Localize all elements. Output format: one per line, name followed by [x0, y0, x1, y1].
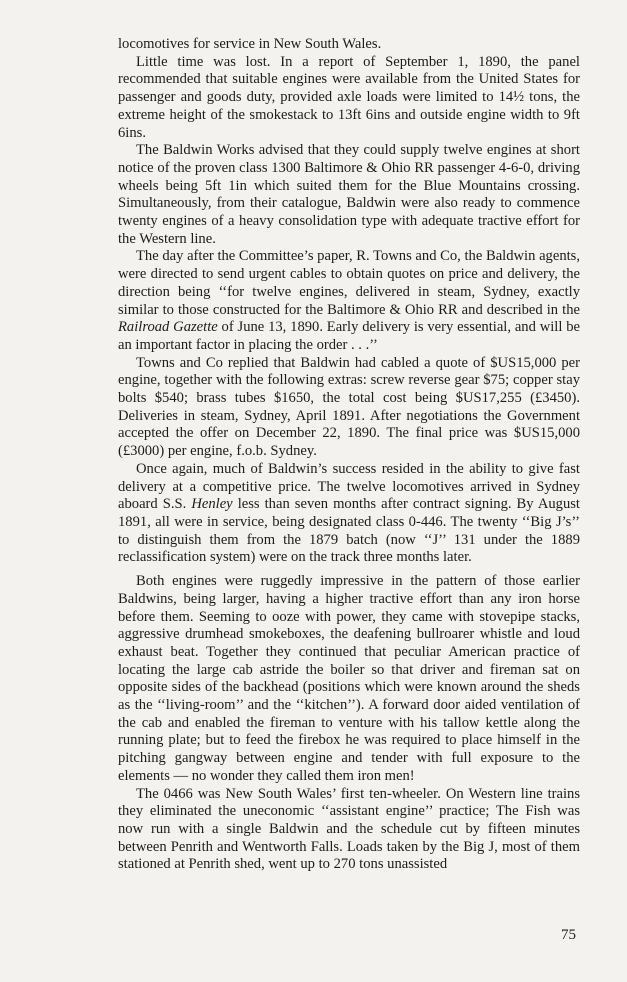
paragraph	[118, 36, 580, 54]
paragraph	[118, 248, 580, 354]
text-run: less than seven months after contract signing. By August 1891, all were in service, being designated class 0-446. The twenty ‘‘Big J’s’’ to distinguish them from the 1879 batch (now ‘‘J’’ 131 under the 1889 reclassification system) were on the track three months later.	[118, 496, 580, 566]
text-run: The 0466 was New South Wales’ first ten-wheeler. On Western line trains they eliminated the uneconomic ‘‘assistant engine’’ practice; The Fish was now run with a single Baldwin and the schedule cut by fifteen minutes between Penrith and Wentworth Falls. Loads taken by the Big J, most of them stationed at Penrith shed, went up to 270 tons unassisted	[118, 785, 580, 873]
text-run: Both engines were ruggedly impressive in the pattern of those earlier Baldwins, being larger, having a higher tractive effort than any iron horse before them. Seeming to ooze with power, they came with stovepipe stacks, aggressive drumhead smokeboxes, the deafening bullroarer whistle and loud exhaust beat. Together they continued that peculiar American practice of locating the large cab astride the boiler so that driver and fireman sat on opposite sides of the backhead (positions which were known around the sheds as the ‘‘living-room’’ and the ‘‘kitchen’’). A forward door aided ventilation of the cab and enabled the fireman to venture with his tallow kettle along the running plate; but to feed the firebox he was required to place himself in the pitching gangway between engine and tender with full exposure to the elements — no wonder they called them iron men!	[118, 573, 580, 784]
text-run: Once again, much of Baldwin’s success resided in the ability to give fast delivery at a competitive price. The twelve locomotives arrived in Sydney aboard S.S.	[118, 460, 580, 513]
paragraph	[118, 355, 580, 461]
paragraph	[118, 54, 580, 143]
text-run: The day after the Committee’s paper, R. Towns and Co, the Baldwin agents, were directed to send urgent cables to obtain quotes on price and delivery, the direction being ‘‘for twelve engines, delivered in steam, Sydney, exactly similar to those constructed for the Baltimore & Ohio RR and described in the	[118, 248, 580, 318]
text-run: Towns and Co replied that Baldwin had cabled a quote of $US15,000 per engine, together with the following extras: screw reverse gear $75; copper stay bolts $540; brass tubes $1650, the total cost being $US17,255 (£3450). Deliveries in steam, Sydney, April 1891. After negotiations the Government accepted the offer on December 22, 1890. The final price was $US15,000 (£3000) per engine, f.o.b. Sydney.	[118, 354, 580, 460]
page-number: 75	[561, 927, 576, 943]
italic-title: Railroad Gazette	[118, 319, 218, 336]
paragraph	[118, 786, 580, 875]
italic-ship-name: Henley	[191, 496, 233, 513]
paragraph	[118, 142, 580, 248]
text-run: Little time was lost. In a report of September 1, 1890, the panel recommended that suitable engines were available from the United States for passenger and goods duty, provided axle loads were limited to 14½ tons, the extreme height of the smokestack to 13ft 6ins and outside engine width to 9ft 6ins.	[118, 53, 580, 141]
paragraph	[118, 573, 580, 785]
paragraph	[118, 461, 580, 567]
body-text	[118, 36, 580, 874]
text-run: of June 13, 1890. Early delivery is very essential, and will be an important factor in placing the order . . .’’	[118, 319, 580, 353]
text-run: locomotives for service in New South Wales.	[118, 36, 382, 52]
text-run: The Baldwin Works advised that they could supply twelve engines at short notice of the proven class 1300 Baltimore & Ohio RR passenger 4-6-0, driving wheels being 5ft 1in which suited them for the Blue Mountains crossing. Simultaneously, from their catalogue, Baldwin were also ready to commence twenty engines of a heavy consolidation type with adequate tractive effort for the Western line.	[118, 142, 580, 247]
